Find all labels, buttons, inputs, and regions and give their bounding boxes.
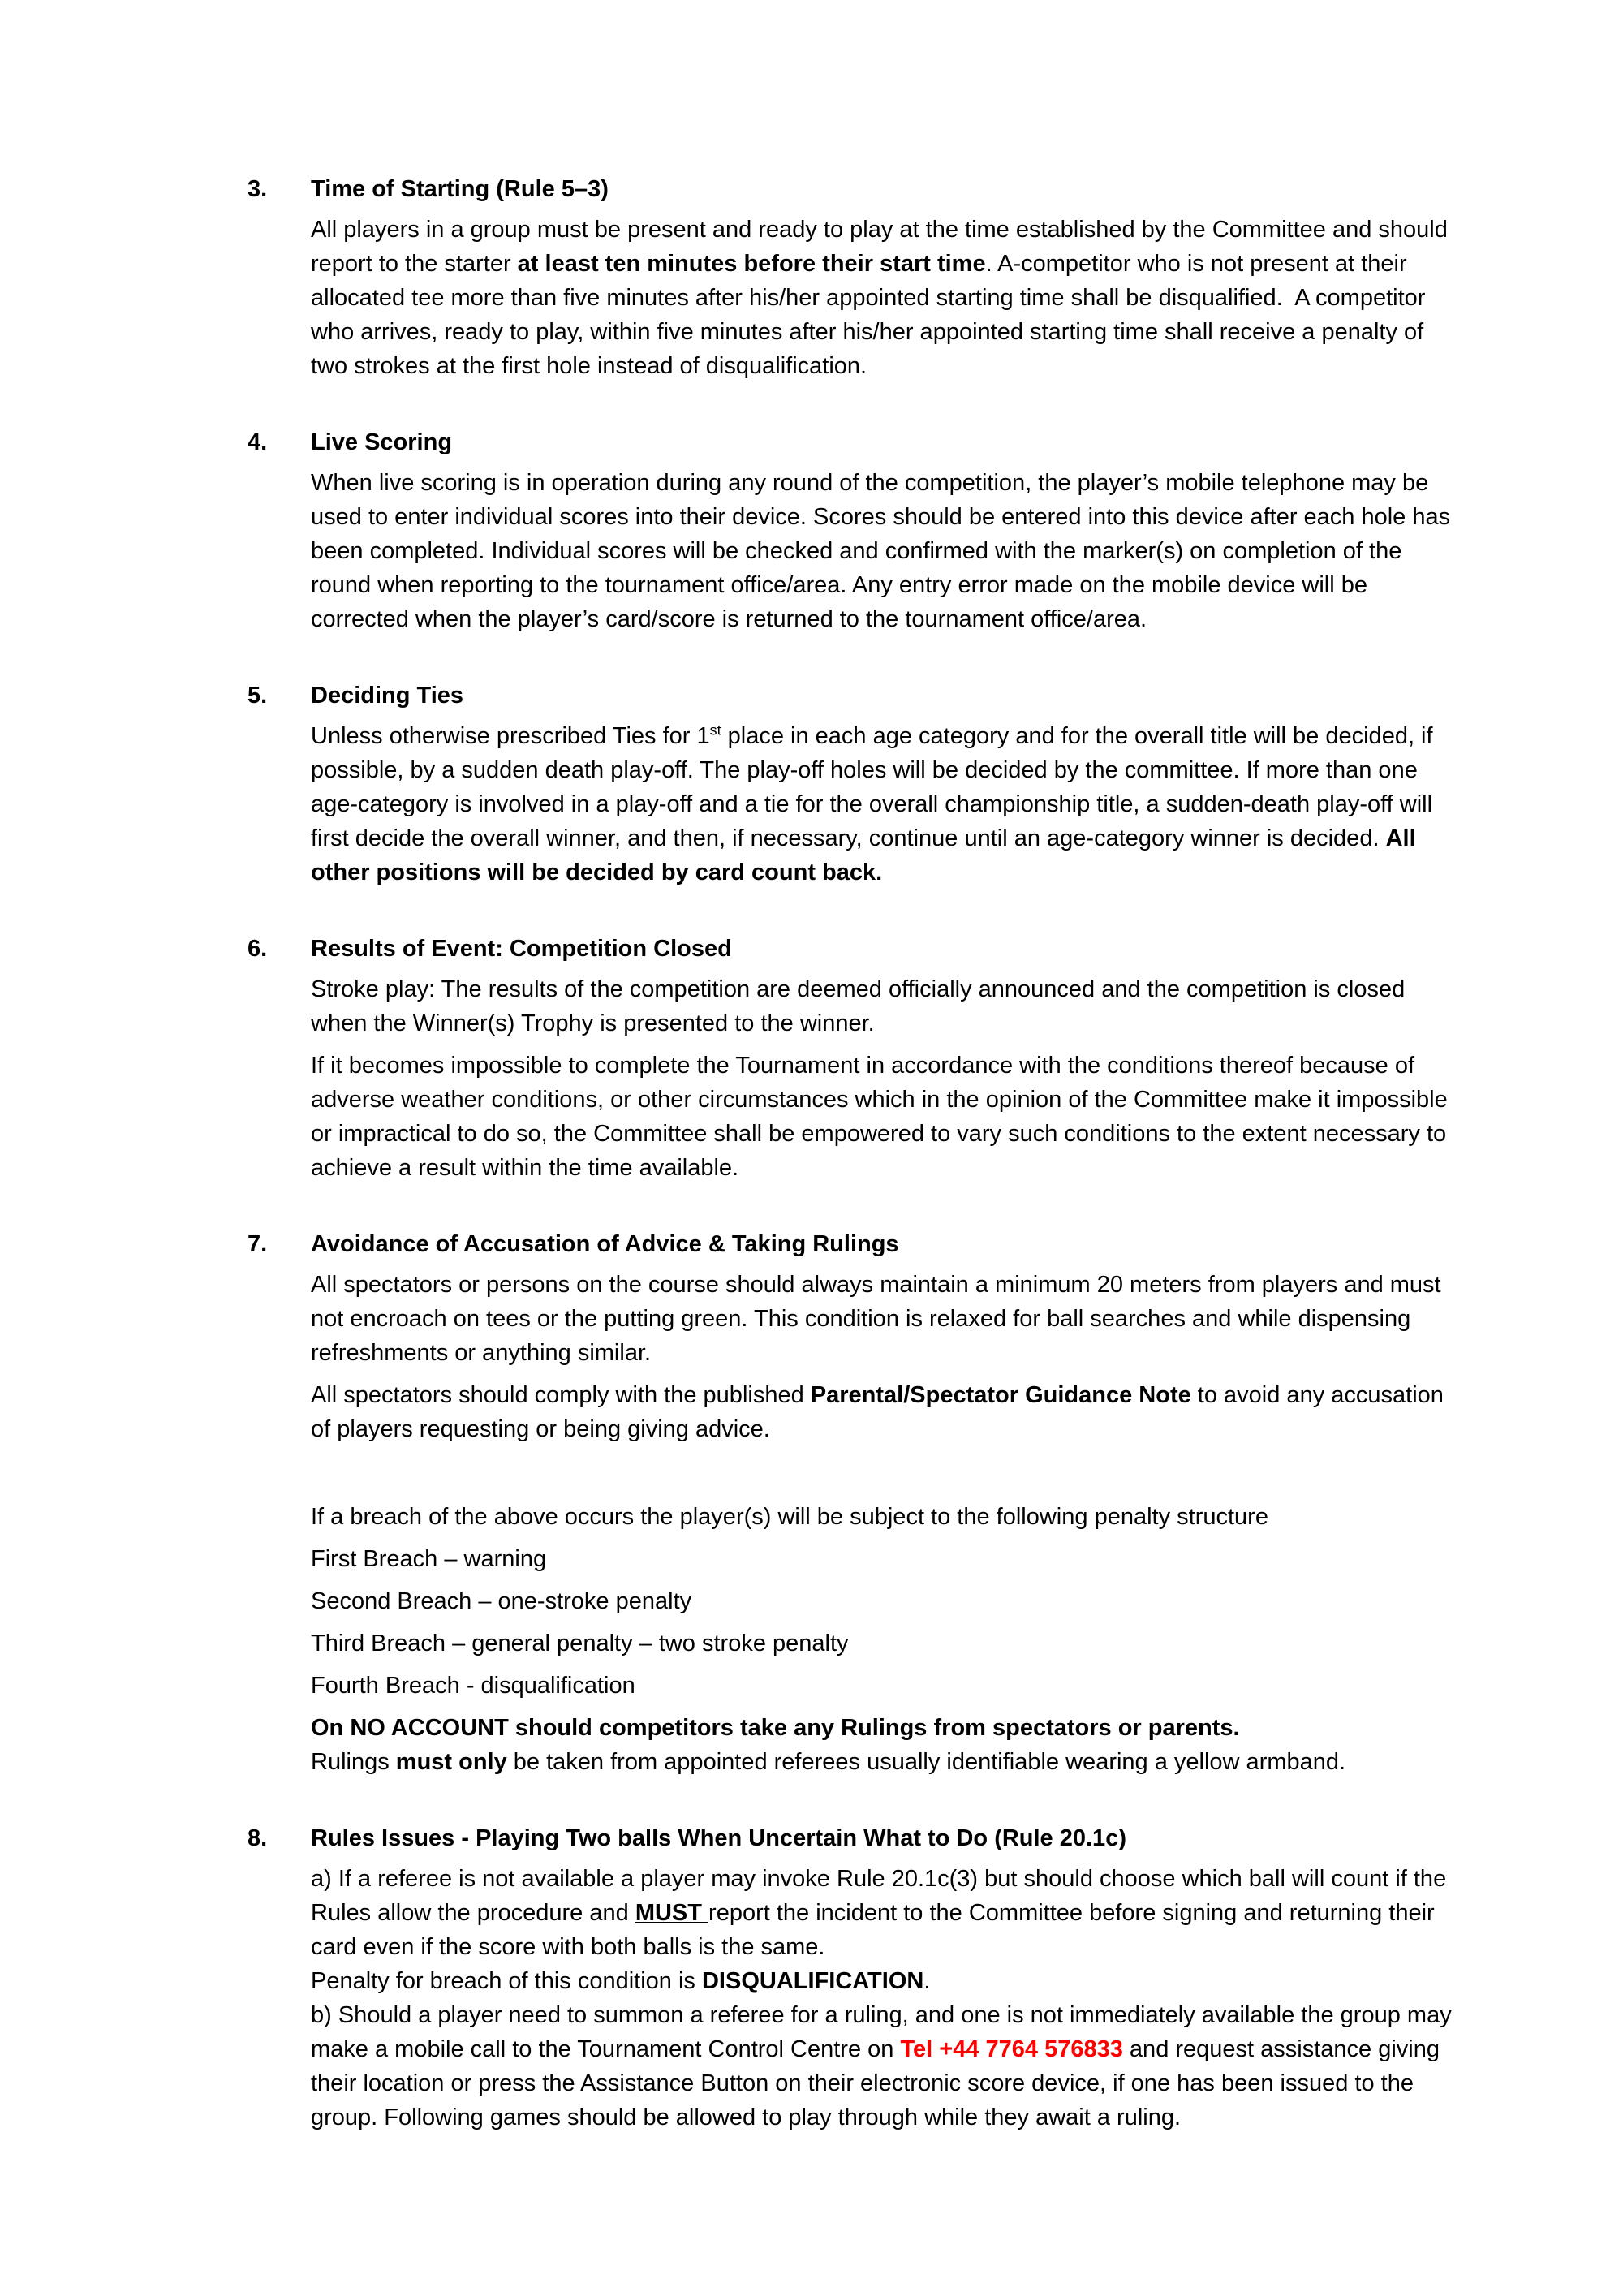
section-heading	[248, 932, 1457, 966]
paragraph	[311, 1268, 1457, 1370]
section-number: 7.	[248, 1231, 268, 1257]
text-run: Tel +44 7764 576833	[900, 2036, 1123, 2062]
text-run: Penalty for breach of this condition is	[311, 1968, 702, 1994]
text-run: Fourth Breach - disqualification	[311, 1673, 635, 1699]
section-title: Rules Issues - Playing Two balls When Uncertain What to Do (Rule 20.1c)	[311, 1825, 1126, 1851]
paragraph	[311, 1542, 1457, 1576]
paragraph	[311, 1711, 1457, 1745]
section-title: Time of Starting (Rule 5–3)	[311, 176, 609, 202]
text-run: All spectators or persons on the course should always maintain a minimum 20 meters from players and must not encroach on tees or the putting green. This condition is relaxed for ball searches and while dispensing refreshments or anything similar.	[311, 1272, 1448, 1366]
section-body	[311, 213, 1457, 383]
text-run: report the incident to the Committee before signing and returning their card even if the score with both balls is the same.	[311, 1900, 1441, 1960]
section-6	[248, 932, 1457, 1185]
paragraph	[311, 1998, 1457, 2134]
section-body	[311, 719, 1457, 890]
text-run: All players in a group must be present and ready to play at the time established by the Committee and should report to the starter	[311, 217, 1454, 277]
section-number: 8.	[248, 1825, 268, 1851]
text-run: If it becomes impossible to complete the Tournament in accordance with the conditions thereof because of adverse weather conditions, or other circumstances which in the opinion of the Committee make it impossible or impractical to do so, the Committee shall be empowered to vary such conditions to the extent necessary to achieve a result within the time available.	[311, 1053, 1454, 1181]
section-title: Live Scoring	[311, 429, 453, 455]
section-3	[248, 172, 1457, 383]
text-run: All other positions will be decided by card count back.	[311, 825, 1423, 885]
text-run: . A-competitor who is not present at their allocated tee more than five minutes after his/her appointed starting time shall be disqualified. A competitor who arrives, ready to play, within five minutes after his/her appointed starting time shall receive a penalty of two strokes at the first hole instead of disqualification.	[311, 251, 1432, 379]
section-body	[311, 466, 1457, 636]
text-run: On NO ACCOUNT should competitors take any Rulings from spectators or parents.	[311, 1715, 1240, 1741]
text-run: Rulings	[311, 1749, 396, 1775]
paragraph	[311, 1378, 1457, 1446]
text-run: All spectators should comply with the published	[311, 1382, 811, 1408]
paragraph	[311, 972, 1457, 1040]
text-run: place in each age category and for the overall title will be decided, if possible, by a sudden death play-off. The play-off holes will be decided by the committee. If more than one age-category is involved in a play-off and a tie for the overall championship title, a sudden-death play-off will first decide the overall winner, and then, if necessary, continue until an age-category winner is decided.	[311, 723, 1440, 851]
text-run: to avoid any accusation of players requesting or being giving advice.	[311, 1382, 1450, 1442]
paragraph	[311, 719, 1457, 890]
section-body	[311, 1862, 1457, 2134]
section-heading	[248, 1821, 1457, 1855]
section-4	[248, 425, 1457, 636]
text-run: b) Should a player need to summon a referee for a ruling, and one is not immediately available the group may make a mobile call to the Tournament Control Centre on	[311, 2002, 1458, 2062]
section-number: 3.	[248, 176, 268, 202]
section-number: 6.	[248, 936, 268, 962]
section-5	[248, 678, 1457, 890]
text-run: and request assistance giving their location or press the Assistance Button on their electronic score device, if one has been issued to the group. Following games should be allowed to play through while they await a ruling.	[311, 2036, 1447, 2130]
section-title: Avoidance of Accusation of Advice & Taking Rulings	[311, 1231, 899, 1257]
paragraph	[311, 1584, 1457, 1618]
section-number: 4.	[248, 429, 268, 455]
section-heading	[248, 425, 1457, 459]
paragraph	[311, 213, 1457, 383]
text-run: must only	[395, 1749, 507, 1775]
section-title: Deciding Ties	[311, 683, 464, 709]
text-run: Stroke play: The results of the competition are deemed officially announced and the competition is closed when the Winner(s) Trophy is presented to the winner.	[311, 976, 1412, 1036]
section-7	[248, 1227, 1457, 1779]
paragraph	[311, 1862, 1457, 1964]
paragraph	[311, 1964, 1457, 1998]
text-run: Unless otherwise prescribed Ties for 1	[311, 723, 710, 749]
section-body	[311, 1268, 1457, 1779]
section-title: Results of Event: Competition Closed	[311, 936, 732, 962]
text-run: DISQUALIFICATION	[701, 1968, 924, 1994]
text-run: Parental/Spectator Guidance Note	[810, 1382, 1191, 1408]
text-run: be taken from appointed referees usually identifiable wearing a yellow armband.	[506, 1749, 1346, 1775]
text-run: Third Breach – general penalty – two stroke penalty	[311, 1630, 849, 1656]
section-heading	[248, 1227, 1457, 1261]
text-run: If a breach of the above occurs the player(s) will be subject to the following penalty structure	[311, 1504, 1268, 1530]
text-run: st	[709, 722, 721, 739]
text-run: MUST	[635, 1900, 709, 1926]
text-run: When live scoring is in operation during any round of the competition, the player’s mobile telephone may be used to enter individual scores into their device. Scores should be entered into this device after each hole has been completed. Individual scores will be checked and confirmed with the marker(s) on completion of the round when reporting to the tournament office/area. Any entry error made on the mobile device will be corrected when the player’s card/score is returned to the tournament office/area.	[311, 470, 1457, 632]
paragraph	[311, 1500, 1457, 1534]
section-8	[248, 1821, 1457, 2134]
document-body	[248, 172, 1457, 2134]
section-number: 5.	[248, 683, 268, 709]
paragraph	[311, 1049, 1457, 1185]
text-run: .	[923, 1968, 931, 1994]
text-run: Second Breach – one-stroke penalty	[311, 1588, 692, 1614]
text-run: at least ten minutes before their start time	[517, 251, 986, 277]
paragraph	[311, 1745, 1457, 1779]
section-heading	[248, 172, 1457, 206]
text-run: a) If a referee is not available a player may invoke Rule 20.1c(3) but should choose which ball will count if the Rules allow the procedure and	[311, 1866, 1453, 1926]
paragraph	[311, 466, 1457, 636]
section-heading	[248, 678, 1457, 713]
paragraph	[311, 1626, 1457, 1661]
section-body	[311, 972, 1457, 1185]
text-run: First Breach – warning	[311, 1546, 547, 1572]
paragraph	[311, 1669, 1457, 1703]
